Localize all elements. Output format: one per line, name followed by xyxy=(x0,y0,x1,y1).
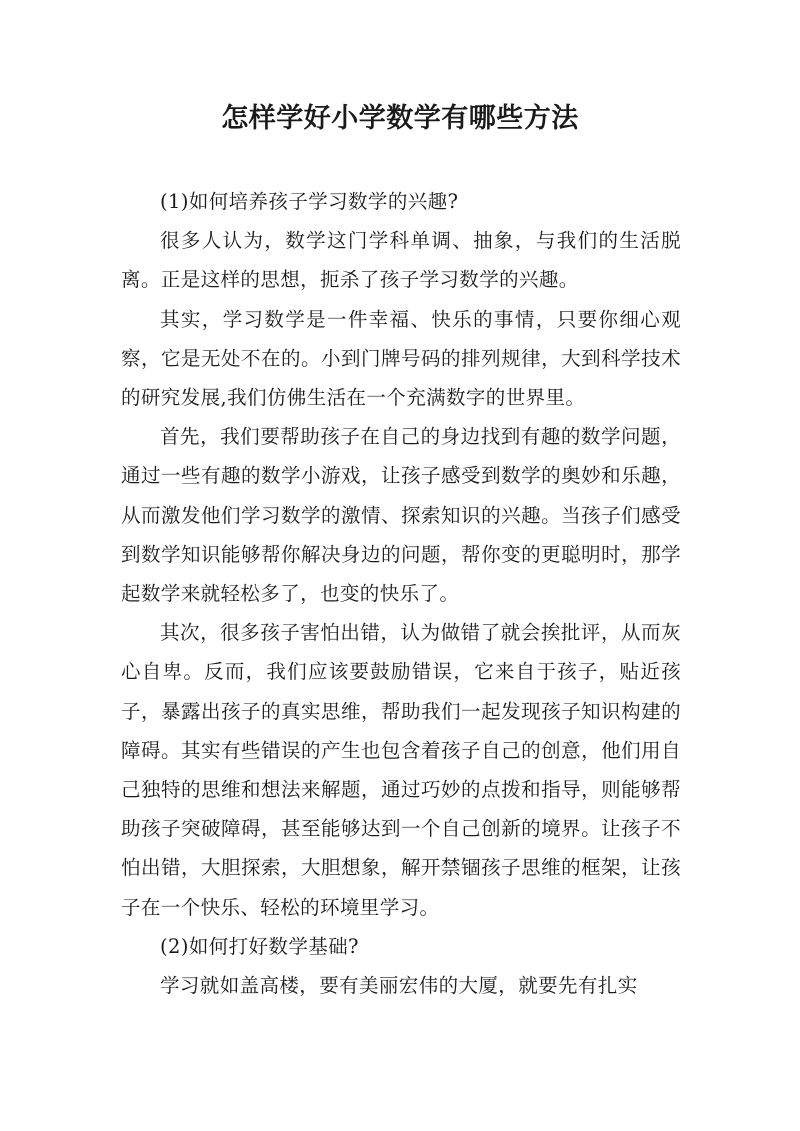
paragraph-question-2: (2)如何打好数学基础? xyxy=(160,934,359,958)
paragraph: 很多人认为，数学这门学科单调、抽象，与我们的生活脱离。正是这样的思想，扼杀了孩子学习数学的兴趣。 xyxy=(121,229,681,292)
paragraph-question-1: (1)如何培养孩子学习数学的兴趣? xyxy=(160,190,459,213)
document-title: 怎样学好小学数学有哪些方法 xyxy=(221,103,579,134)
paragraph: 学习就如盖高楼，要有美丽宏伟的大厦，就要先有扎实 xyxy=(160,974,638,998)
paragraph: 其次，很多孩子害怕出错，认为做错了就会挨批评，从而灰心自卑。反而，我们应该要鼓励错误，它来自于孩子，贴近孩子，暴露出孩子的真实思维，帮助我们一起发现孩子知识构建的障碍。其实有些错误的产生也包含着孩子自己的创意，他们用自己独特的思维和想法来解题，通过巧妙的点拨和指导，则能够帮助孩子突破障碍，甚至能够达到一个自己创新的境界。让孩子不怕出错，大胆探索，大胆想象，解开禁锢孩子思维的框架，让孩子在一个快乐、轻松的环境里学习。 xyxy=(121,621,681,919)
document-body xyxy=(121,182,681,1005)
paragraph: 其实，学习数学是一件幸福、快乐的事情，只要你细心观察，它是无处不在的。小到门牌号码的排列规律，大到科学技术的研究发展,我们仿佛生活在一个充满数字的世界里。 xyxy=(121,307,681,410)
paragraph: 首先，我们要帮助孩子在自己的身边找到有趣的数学问题，通过一些有趣的数学小游戏，让孩子感受到数学的奥妙和乐趣，从而激发他们学习数学的激情、探索知识的兴趣。当孩子们感受到数学知识能够帮你解决身边的问题，帮你变的更聪明时，那学起数学来就轻松多了，也变的快乐了。 xyxy=(121,425,681,606)
